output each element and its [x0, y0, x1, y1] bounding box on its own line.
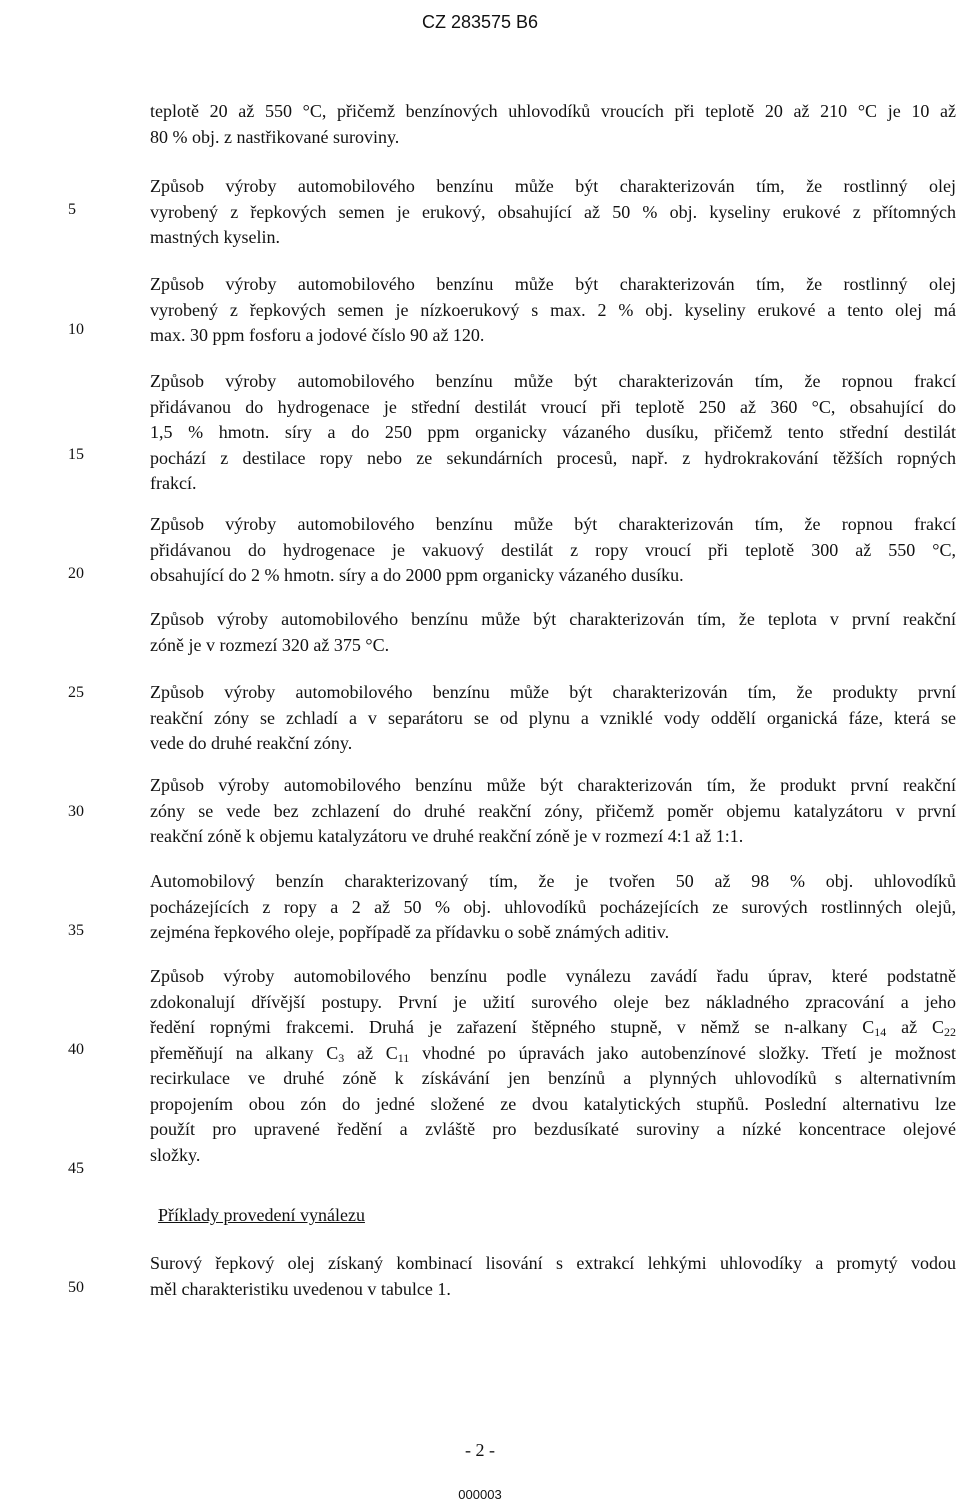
- text-line: přidávanou do hydrogenace je střední destilát vroucí při teplotě 250 až 360 °C, obsahující do: [150, 396, 956, 417]
- text-line: Způsob výroby automobilového benzínu podle vynálezu zavádí řadu úprav, které podstatně: [150, 966, 956, 986]
- line-number: 30: [68, 803, 84, 820]
- line-number: 15: [68, 446, 84, 463]
- text-line: reakční zóny se zchladí a v separátoru se od plynu a vzniklé vody oddělí organická fáze, která se: [150, 707, 956, 728]
- paragraph-improvements: [150, 964, 956, 1168]
- line-number: 45: [68, 1160, 84, 1177]
- line-number: 5: [68, 201, 76, 218]
- paragraph-separator: [150, 680, 956, 757]
- section-heading: Příklady provedení vynálezu: [158, 1205, 365, 1225]
- text-line: měl charakteristiku uvedenou v tabulce 1.: [150, 1278, 451, 1299]
- text-line: Způsob výroby automobilového benzínu může být charakterizován tím, že teplota v první reakční: [150, 609, 956, 629]
- line-number: 35: [68, 922, 84, 939]
- text-line: pocházejících z ropy a 2 až 50 % obj. uhlovodíků pocházejících ze surových rostlinných olejů,: [150, 896, 956, 917]
- paragraph-low-erucic-oil: [150, 272, 956, 349]
- text-line: Způsob výroby automobilového benzínu může být charakterizován tím, že ropnou frakcí: [150, 371, 956, 391]
- text-line: frakcí.: [150, 473, 197, 493]
- paragraph-middle-distillate: [150, 369, 956, 497]
- text-line-with-subscripts: přeměňují na alkany $C_3$ až $C_{11}$ vhodné po úpravách jako autobenzínové složky. Třetí je možnost: [150, 1042, 957, 1065]
- line-number: 20: [68, 565, 84, 582]
- text-line: propojením obou zón do jedné složené ze dvou katalytických stupňů. Poslední alternativu lze: [150, 1093, 956, 1114]
- text-line: recirkulace ve druhé zóně k získávání jen benzínů a plynných uhlovodíků s alternativním: [150, 1068, 956, 1088]
- text-line: Automobilový benzín charakterizovaný tím, že je tvořen 50 až 98 % obj. uhlovodíků: [150, 871, 956, 891]
- line-number: 10: [68, 321, 84, 338]
- text-line: Způsob výroby automobilového benzínu může být charakterizován tím, že produkty první: [150, 682, 956, 702]
- paragraph-first-zone-temperature: [150, 607, 956, 658]
- text-line: 80 % obj. z nastřikované suroviny.: [150, 126, 400, 147]
- text-line: pochází z destilace ropy nebo ze sekundárních procesů, např. z hydrokrakování těžších ropných: [150, 447, 956, 468]
- text-line: Způsob výroby automobilového benzínu může být charakterizován tím, že ropnou frakcí: [150, 514, 956, 534]
- paragraph-temperature-range: [150, 99, 956, 150]
- text-line-with-subscripts: ředění ropnými frakcemi. Druhá je zařazení štěpného stupně, v němž se n-alkany $C_{14}$ až $C_{22}$: [150, 1017, 956, 1039]
- text-line: Způsob výroby automobilového benzínu může být charakterizován tím, že rostlinný olej: [150, 176, 956, 196]
- line-number: 25: [68, 684, 84, 701]
- text-line: Způsob výroby automobilového benzínu může být charakterizován tím, že rostlinný olej: [150, 274, 956, 294]
- line-number: 50: [68, 1279, 84, 1296]
- text-line: přidávanou do hydrogenace je vakuový destilát z ropy vroucí při teplotě 300 až 550 °C,: [150, 539, 956, 560]
- text-line: Surový řepkový olej získaný kombinací lisování s extrakcí lehkými uhlovodíky a promytý vodou: [150, 1253, 956, 1273]
- text-line: obsahující do 2 % hmotn. síry a do 2000 ppm organicky vázaného dusíku.: [150, 565, 684, 585]
- text-line: vyrobený z řepkových semen je erukový, obsahující až 50 % obj. kyseliny erukové z přítomných: [150, 201, 956, 222]
- text-line: použít pro upravené ředění a zvláště pro bezdusíkaté suroviny a nízké koncentrace olejové: [150, 1119, 956, 1139]
- patent-number-header: CZ 283575 B6: [421, 12, 539, 32]
- paragraph-vacuum-distillate: [150, 512, 956, 589]
- text-line: zóně je v rozmezí 320 až 375 °C.: [150, 634, 390, 655]
- paragraph-erucic-oil: [150, 174, 956, 251]
- text-line: reakční zóně k objemu katalyzátoru ve druhé reakční zóně je v rozmezí 4:1 až 1:1.: [150, 826, 744, 846]
- line-number: 40: [68, 1041, 84, 1058]
- text-line: vyrobený z řepkových semen je nízkoerukový s max. 2 % obj. kyseliny erukové a tento olej má: [150, 299, 956, 320]
- text-line: teplotě 20 až 550 °C, přičemž benzínových uhlovodíků vroucích při teplotě 20 až 210 °C je 10 až: [150, 101, 956, 121]
- page-number: - 2 -: [465, 1440, 495, 1460]
- text-line: max. 30 ppm fosforu a jodové číslo 90 až 120.: [150, 325, 485, 345]
- paragraph-example: [150, 1251, 956, 1302]
- text-line: zóny se vede bez zchlazení do druhé reakční zóny, přičemž poměr objemu katalyzátoru v první: [150, 800, 956, 821]
- text-line: složky.: [150, 1144, 201, 1165]
- text-line: 1,5 % hmotn. síry a do 250 ppm organicky vázaného dusíku, přičemž tento střední destilát: [150, 422, 956, 442]
- text-line: vede do druhé reakční zóny.: [150, 733, 353, 753]
- paragraph-catalyst-ratio: [150, 773, 956, 850]
- text-line: zejména řepkového oleje, popřípadě za přídavku o sobě známých aditiv.: [150, 922, 670, 942]
- text-line: mastných kyselin.: [150, 227, 280, 247]
- text-line: zdokonalují dřívější postupy. První je užití surového oleje bez nákladného zpracování a jeho: [150, 991, 956, 1012]
- document-serial-footer: 000003: [458, 1487, 502, 1502]
- paragraph-automobile-gasoline: [150, 869, 956, 946]
- text-line: Způsob výroby automobilového benzínu může být charakterizován tím, že produkt první reakční: [150, 775, 956, 795]
